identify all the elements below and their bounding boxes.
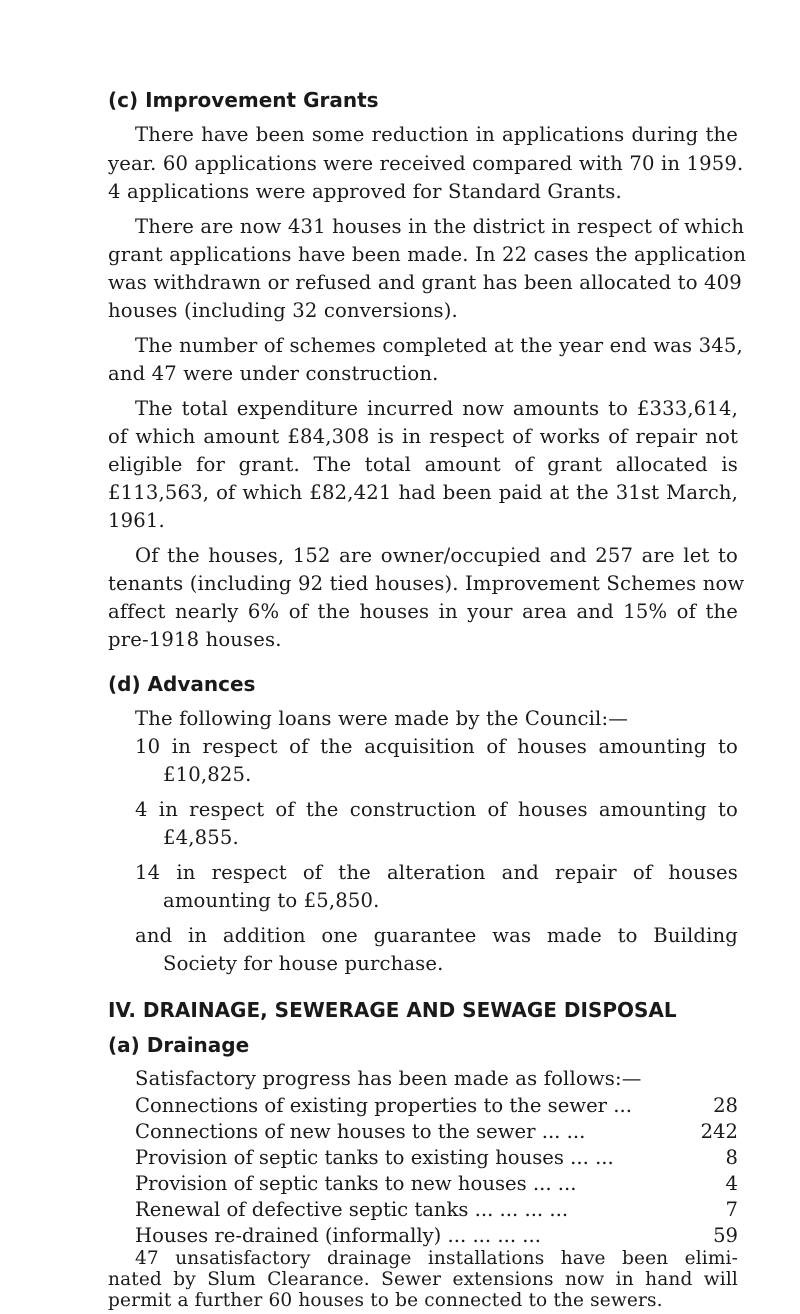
paragraph-line: eligible for grant. The total amount of grant allocated is bbox=[108, 453, 738, 476]
paragraph-line: The number of schemes completed at the year end was 345, bbox=[135, 334, 743, 357]
list-item: 4 in respect of the construction of houses amounting to bbox=[135, 798, 738, 821]
table-row bbox=[135, 1224, 738, 1250]
paragraph-line: was withdrawn or refused and grant has been allocated to 409 bbox=[108, 271, 742, 294]
paragraph-line: permit a further 60 houses to be connected to the sewers. bbox=[108, 1290, 663, 1311]
table-row bbox=[135, 1198, 738, 1224]
paragraph-line: nated by Slum Clearance. Sewer extensions now in hand will bbox=[108, 1269, 738, 1290]
paragraph-line: houses (including 32 conversions). bbox=[108, 299, 458, 322]
row-label: Provision of septic tanks to existing houses ... ... bbox=[135, 1146, 614, 1169]
heading-drainage-sewerage: IV. DRAINAGE, SEWERAGE AND SEWAGE DISPOSAL bbox=[108, 998, 677, 1022]
paragraph-line: The total expenditure incurred now amounts to £333,614, bbox=[135, 397, 738, 420]
paragraph-line: of which amount £84,308 is in respect of works of repair not bbox=[108, 425, 738, 448]
row-value: 8 bbox=[725, 1146, 738, 1169]
paragraph-line: grant applications have been made. In 22 cases the application bbox=[108, 243, 747, 266]
paragraph-line: 4 applications were approved for Standard Grants. bbox=[108, 180, 622, 203]
row-label: Provision of septic tanks to new houses ... ... bbox=[135, 1172, 577, 1195]
list-item-continuation: Society for house purchase. bbox=[163, 952, 444, 975]
table-row bbox=[135, 1146, 738, 1172]
table-row bbox=[135, 1172, 738, 1198]
row-label: Houses re-drained (informally) ... ... ... ... bbox=[135, 1224, 541, 1247]
paragraph-line: There have been some reduction in applications during the bbox=[135, 123, 738, 146]
paragraph-line: and 47 were under construction. bbox=[108, 362, 439, 385]
paragraph-line: year. 60 applications were received compared with 70 in 1959. bbox=[108, 152, 744, 175]
list-item: 14 in respect of the alteration and repair of houses bbox=[135, 861, 738, 884]
row-value: 7 bbox=[725, 1198, 738, 1221]
heading-improvement-grants: (c) Improvement Grants bbox=[108, 88, 379, 112]
row-value: 4 bbox=[725, 1172, 738, 1195]
row-label: Connections of new houses to the sewer ... ... bbox=[135, 1120, 586, 1143]
row-value: 28 bbox=[713, 1094, 738, 1117]
heading-advances: (d) Advances bbox=[108, 672, 256, 696]
paragraph-line: 47 unsatisfactory drainage installations have been elimi- bbox=[135, 1248, 738, 1269]
paragraph-line: Of the houses, 152 are owner/occupied and 257 are let to bbox=[135, 544, 738, 567]
row-value: 242 bbox=[700, 1120, 738, 1143]
list-item-continuation: £10,825. bbox=[163, 763, 252, 786]
paragraph-line: 1961. bbox=[108, 509, 165, 532]
table-row bbox=[135, 1120, 738, 1146]
list-item: 10 in respect of the acquisition of houses amounting to bbox=[135, 735, 738, 758]
table-row bbox=[135, 1094, 738, 1120]
heading-drainage: (a) Drainage bbox=[108, 1033, 250, 1057]
paragraph-line: affect nearly 6% of the houses in your area and 15% of the bbox=[108, 600, 738, 623]
paragraph-line: tenants (including 92 tied houses). Improvement Schemes now bbox=[108, 572, 745, 595]
list-item: and in addition one guarantee was made to Building bbox=[135, 924, 738, 947]
list-item-continuation: amounting to £5,850. bbox=[163, 889, 380, 912]
row-label: Renewal of defective septic tanks ... ... ... ... bbox=[135, 1198, 569, 1221]
paragraph-line: Satisfactory progress has been made as follows:— bbox=[135, 1067, 642, 1090]
paragraph-line: There are now 431 houses in the district in respect of which bbox=[135, 215, 745, 238]
list-item-continuation: £4,855. bbox=[163, 826, 239, 849]
paragraph-line: pre-1918 houses. bbox=[108, 628, 282, 651]
row-label: Connections of existing properties to the sewer ... bbox=[135, 1094, 632, 1117]
paragraph-line: £113,563, of which £82,421 had been paid at the 31st March, bbox=[108, 481, 738, 504]
paragraph-line: The following loans were made by the Council:— bbox=[135, 707, 628, 730]
row-value: 59 bbox=[713, 1224, 738, 1247]
